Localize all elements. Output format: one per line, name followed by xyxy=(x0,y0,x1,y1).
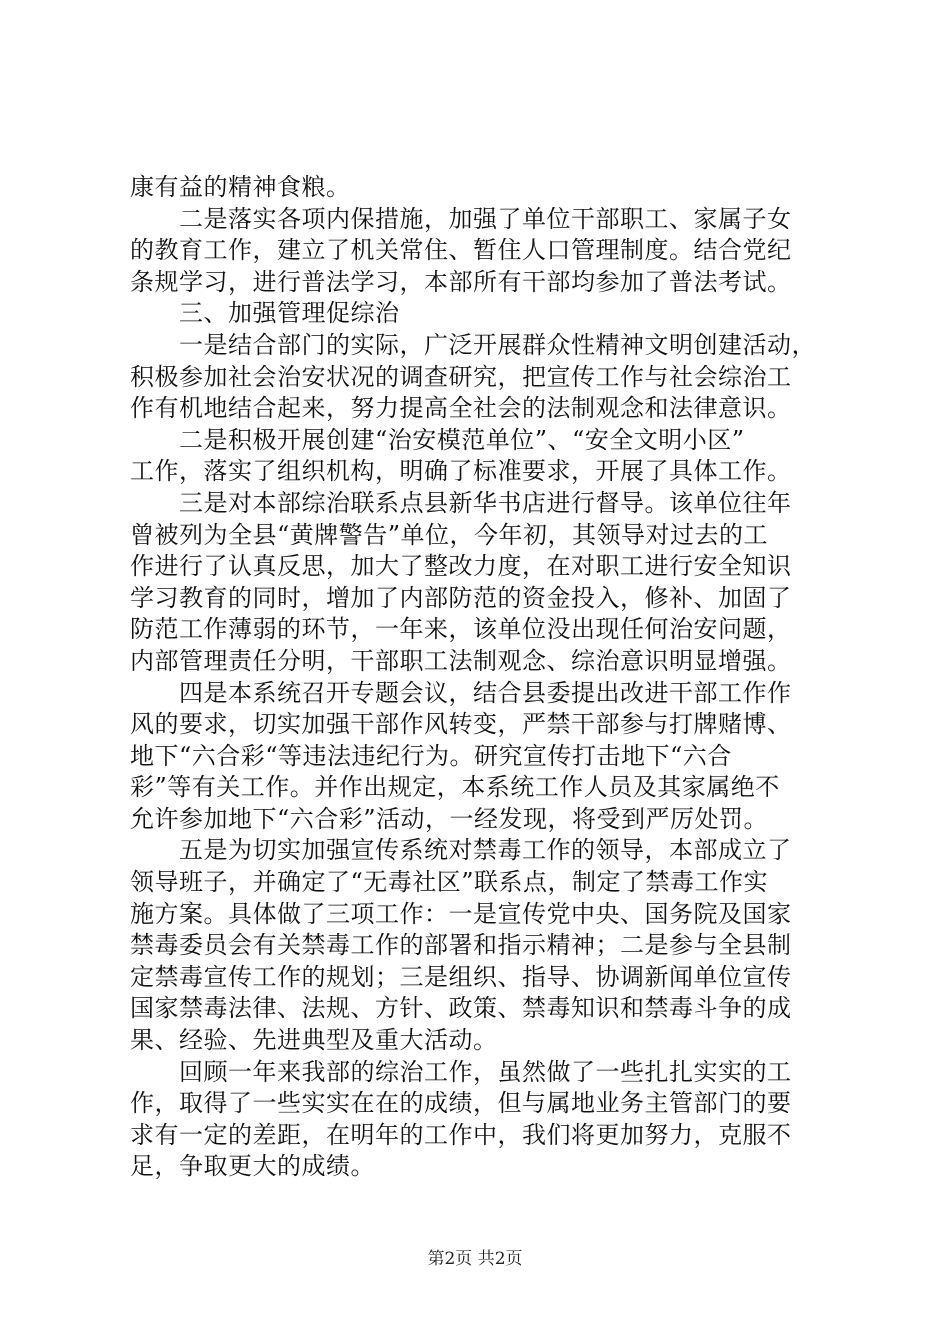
text-line: 风的要求，切实加强干部作风转变，严禁干部参与打牌赌博、 xyxy=(130,710,792,739)
paragraph-start-line: 三是对本部综治联系点县新华书店进行督导。该单位往年 xyxy=(179,488,792,517)
text-line: 作有机地结合起来，努力提高全社会的法制观念和法律意识。 xyxy=(130,394,792,423)
text-line: 彩”等有关工作。并作出规定，本系统工作人员及其家属绝不 xyxy=(130,773,780,802)
text-line: 积极参加社会治安状况的调查研究，把宣传工作与社会综治工 xyxy=(130,362,792,391)
text-line: 领导班子，并确定了“无毒社区”联系点，制定了禁毒工作实 xyxy=(130,868,769,897)
text-line: 禁毒委员会有关禁毒工作的部署和指示精神；二是参与全县制 xyxy=(130,931,792,960)
document-body xyxy=(130,172,830,1183)
text-line: 条规学习，进行普法学习，本部所有干部均参加了普法考试。 xyxy=(130,267,792,296)
paragraph-start-line: 一是结合部门的实际，广泛开展群众性精神文明创建活动， xyxy=(179,330,816,359)
text-line: 国家禁毒法律、法规、方针、政策、禁毒知识和禁毒斗争的成 xyxy=(130,994,792,1023)
text-line: 防范工作薄弱的环节，一年来，该单位没出现任何治安问题， xyxy=(130,615,792,644)
text-line: 工作，落实了组织机构，明确了标准要求，开展了具体工作。 xyxy=(130,457,792,486)
text-line: 求有一定的差距，在明年的工作中，我们将更加努力，克服不 xyxy=(130,1120,792,1149)
text-line: 果、经验、先进典型及重大活动。 xyxy=(130,1026,498,1055)
text-line: 定禁毒宣传工作的规划；三是组织、指导、协调新闻单位宣传 xyxy=(130,962,792,991)
text-line: 地下“六合彩“等违法违纪行为。研究宣传打击地下“六合 xyxy=(130,741,732,770)
paragraph-start-line: 回顾一年来我部的综治工作，虽然做了一些扎扎实实的工 xyxy=(179,1057,792,1086)
text-line: 康有益的精神食粮。 xyxy=(130,173,351,201)
page-number-indicator: 第2页 共2页 xyxy=(427,1249,523,1269)
page-footer xyxy=(0,1244,950,1269)
text-line: 作进行了认真反思，加大了整改力度，在对职工进行安全知识 xyxy=(130,552,792,581)
text-line: 作，取得了一些实实在在的成绩，但与属地业务主管部门的要 xyxy=(130,1089,792,1118)
text-line: 曾被列为全县“黄牌警告”单位，今年初，其领导对过去的工 xyxy=(130,520,769,549)
text-line: 的教育工作，建立了机关常住、暂住人口管理制度。结合党纪 xyxy=(130,236,792,265)
text-line: 足，争取更大的成绩。 xyxy=(130,1152,375,1181)
section-heading: 三、加强管理促综治 xyxy=(179,299,400,328)
paragraph-start-line: 五是为切实加强宣传系统对禁毒工作的领导，本部成立了 xyxy=(179,836,792,865)
text-line: 施方案。具体做了三项工作：一是宣传党中央、国务院及国家 xyxy=(130,899,792,928)
text-line: 学习教育的同时，增加了内部防范的资金投入，修补、加固了 xyxy=(130,583,792,612)
paragraph-start-line: 二是积极开展创建“治安模范单位”、“安全文明小区” xyxy=(179,425,745,454)
text-line: 允许参加地下“六合彩”活动，一经发现，将受到严厉处罚。 xyxy=(130,804,769,833)
paragraph-start-line: 二是落实各项内保措施，加强了单位干部职工、家属子女 xyxy=(179,204,792,233)
text-line: 内部管理责任分明，干部职工法制观念、综治意识明显增强。 xyxy=(130,646,792,675)
paragraph-start-line: 四是本系统召开专题会议，结合县委提出改进干部工作作 xyxy=(179,678,792,707)
